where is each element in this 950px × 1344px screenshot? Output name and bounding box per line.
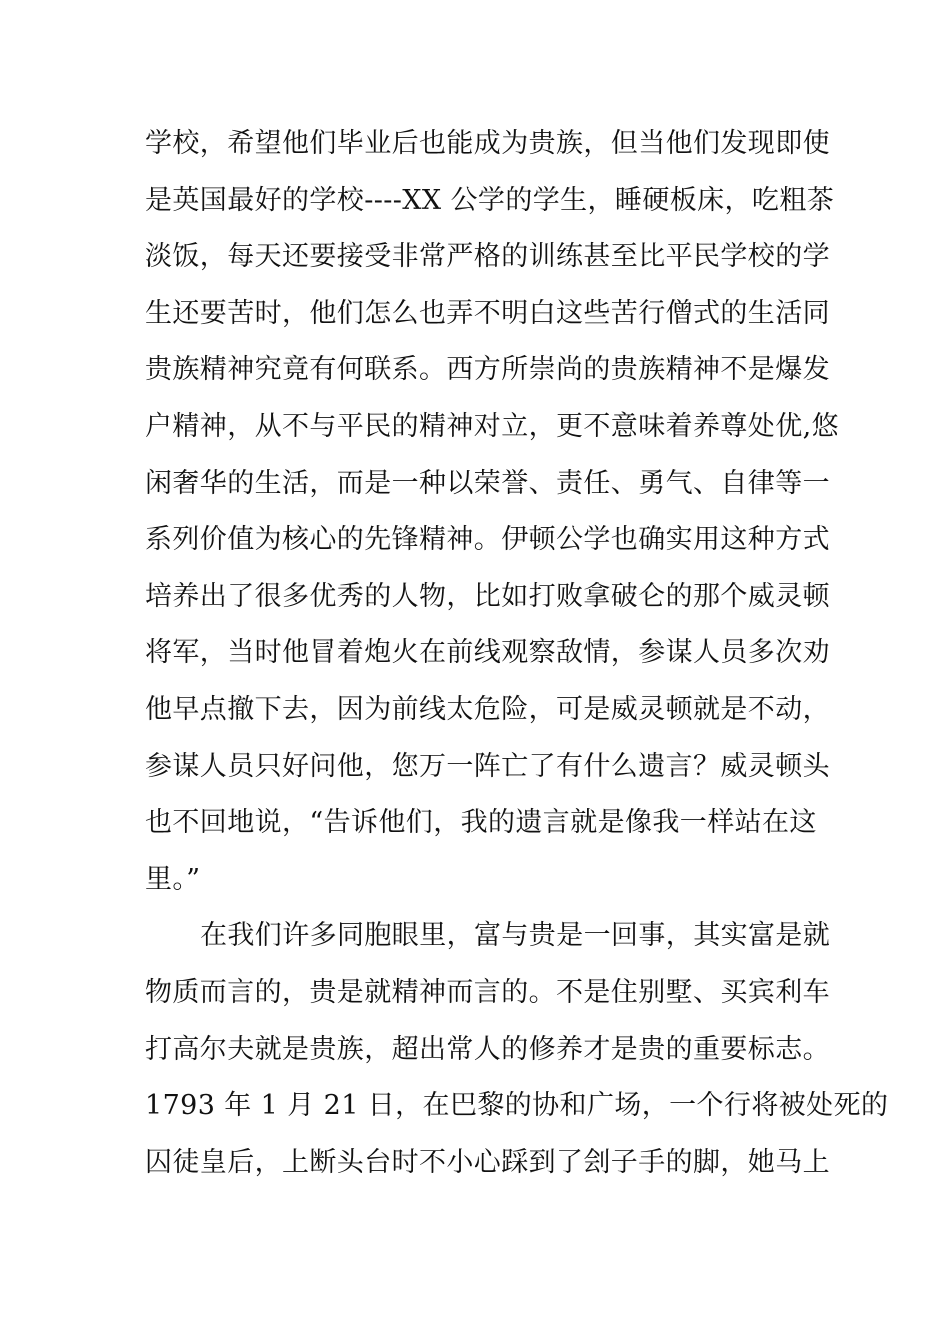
text-line: 是英国最好的学校----XX 公学的学生，睡硬板床，吃粗茶 [145,184,835,216]
text-line: 户精神，从不与平民的精神对立，更不意味着养尊处优,悠 [145,410,839,442]
paragraph-start-line: 在我们许多同胞眼里，富与贵是一回事，其实富是就 [200,920,831,952]
text-line: 闲奢华的生活，而是一种以荣誉、责任、勇气、自律等一 [145,467,830,499]
text-line: 里。” [145,863,201,895]
text-line: 淡饭，每天还要接受非常严格的训练甚至比平民学校的学 [145,241,830,273]
text-line: 他早点撤下去，因为前线太危险，可是威灵顿就是不动， [145,693,830,725]
text-line: 物质而言的，贵是就精神而言的。不是住别墅、买宾利车 [145,976,830,1008]
text-line: 也不回地说，“告诉他们，我的遗言就是像我一样站在这 [145,807,817,839]
text-line: 学校，希望他们毕业后也能成为贵族，但当他们发现即使 [145,128,830,159]
text-line: 系列价值为核心的先锋精神。伊顿公学也确实用这种方式 [145,524,830,556]
text-line: 培养出了很多优秀的人物，比如打败拿破仑的那个威灵顿 [145,580,830,612]
text-line: 参谋人员只好问他，您万一阵亡了有什么遗言？威灵顿头 [145,750,830,782]
text-line: 贵族精神究竟有何联系。西方所崇尚的贵族精神不是爆发 [145,354,830,386]
text-line: 1793 年 1 月 21 日，在巴黎的协和广场，一个行将被处死的 [145,1090,889,1122]
text-line: 囚徒皇后，上断头台时不小心踩到了刽子手的脚，她马上 [145,1146,830,1178]
body-text [145,116,889,1191]
text-line: 生还要苦时，他们怎么也弄不明白这些苦行僧式的生活同 [145,297,830,329]
text-line: 将军，当时他冒着炮火在前线观察敌情，参谋人员多次劝 [145,637,830,669]
text-line: 打高尔夫就是贵族，超出常人的修养才是贵的重要标志。 [145,1033,830,1065]
